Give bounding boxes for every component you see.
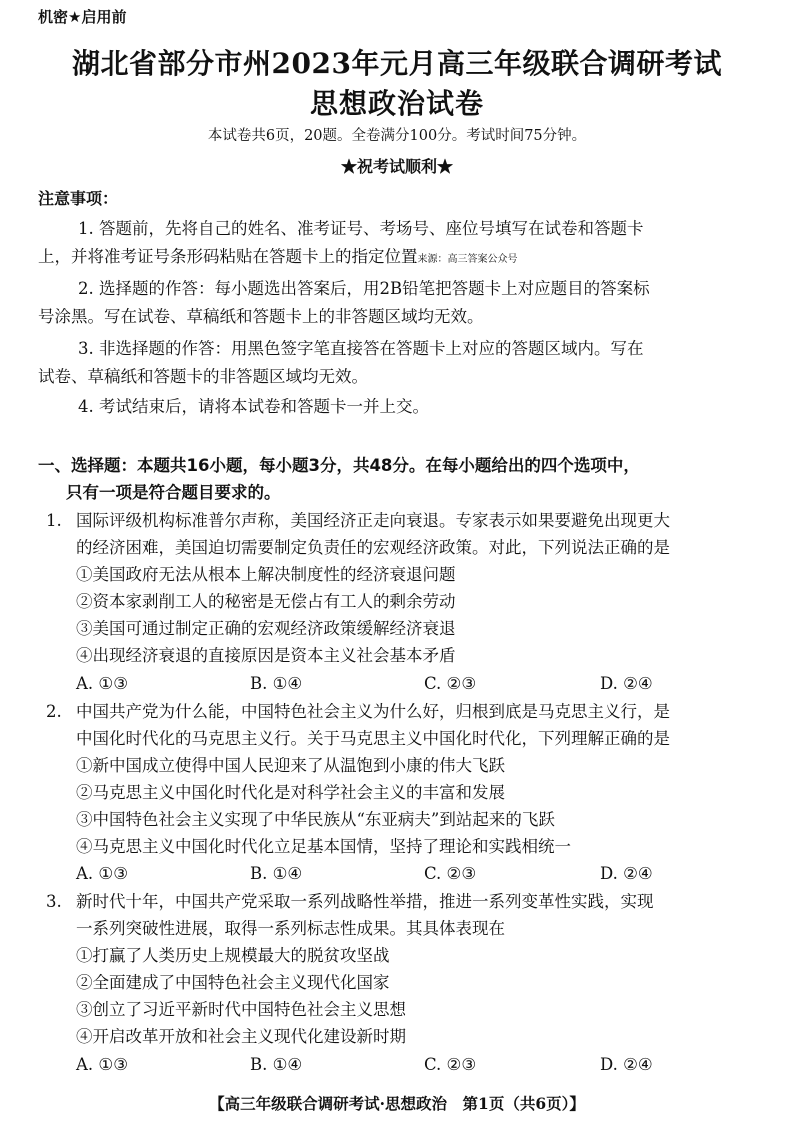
question-item: ①打赢了人类历史上规模最大的脱贫攻坚战: [76, 946, 390, 965]
question-item: ①新中国成立使得中国人民迎来了从温饱到小康的伟大飞跃: [76, 756, 505, 775]
notice-line: 1. 答题前，先将自己的姓名、准考证号、考场号、座位号填写在试卷和答题卡: [78, 219, 644, 238]
answer-option-a[interactable]: A. ①③: [76, 864, 128, 883]
exam-subtitle: 思想政治试卷: [309, 87, 484, 120]
answer-option-d[interactable]: D. ②④: [600, 1055, 653, 1074]
question-item: ②资本家剥削工人的秘密是无偿占有工人的剩余劳动: [76, 592, 456, 611]
answer-option-c[interactable]: C. ②③: [424, 864, 477, 883]
question-item: ④马克思主义中国化时代化立足基本国情，坚持了理论和实践相统一: [76, 837, 571, 856]
question-item: ②马克思主义中国化时代化是对科学社会主义的丰富和发展: [76, 783, 505, 802]
section-heading-cont: 只有一项是符合题目要求的。: [66, 483, 281, 502]
page-footer: 【高三年级联合调研考试·思想政治 第1页（共6页）】: [209, 1094, 585, 1113]
notice-line: 号涂黑。写在试卷、草稿纸和答题卡上的非答题区域均无效。: [38, 307, 484, 326]
question-item: ④出现经济衰退的直接原因是资本主义社会基本矛盾: [76, 646, 456, 665]
question-number: 3.: [46, 892, 62, 911]
answer-option-c[interactable]: C. ②③: [424, 1055, 477, 1074]
exam-title: 湖北省部分市州2023年元月高三年级联合调研考试: [72, 47, 722, 80]
good-luck-line: ★祝考试顺利★: [340, 157, 453, 176]
answer-option-d[interactable]: D. ②④: [600, 864, 653, 883]
exam-info: 本试卷共6页，20题。全卷满分100分。考试时间75分钟。: [207, 128, 587, 144]
question-stem: 新时代十年，中国共产党采取一系列战略性举措，推进一系列变革性实践，实现: [76, 892, 654, 911]
notice-line: 试卷、草稿纸和答题卡的非答题区域均无效。: [38, 367, 368, 386]
answer-option-c[interactable]: C. ②③: [424, 674, 477, 693]
question-number: 2.: [46, 702, 62, 721]
notice-line: [38, 246, 518, 271]
question-number: 1.: [46, 511, 62, 530]
answer-option-b[interactable]: B. ①④: [250, 1055, 303, 1074]
answer-option-a[interactable]: A. ①③: [76, 674, 128, 693]
question-item: ③中国特色社会主义实现了中华民族从“东亚病夫”到站起来的飞跃: [76, 810, 555, 829]
question-stem: 的经济困难，美国迫切需要制定负责任的宏观经济政策。对此，下列说法正确的是: [76, 538, 670, 557]
answer-option-a[interactable]: A. ①③: [76, 1055, 128, 1074]
question-item: ④开启改革开放和社会主义现代化建设新时期: [76, 1027, 406, 1046]
question-stem: 中国共产党为什么能，中国特色社会主义为什么好，归根到底是马克思主义行，是: [76, 702, 670, 721]
notice-heading: 注意事项：: [38, 189, 119, 208]
section-heading: 一、选择题：本题共16小题，每小题3分，共48分。在每小题给出的四个选项中，: [38, 456, 640, 475]
notice-line: 2. 选择题的作答：每小题选出答案后，用2B铅笔把答题卡上对应题目的答案标: [78, 279, 650, 298]
question-item: ③创立了习近平新时代中国特色社会主义思想: [76, 1000, 406, 1019]
confidential-label: 机密★启用前: [38, 8, 127, 26]
question-stem: 国际评级机构标准普尔声称，美国经济正走向衰退。专家表示如果要避免出现更大: [76, 511, 670, 530]
answer-option-d[interactable]: D. ②④: [600, 674, 653, 693]
source-note: 来源：高三答案公众号: [417, 254, 518, 265]
answer-option-b[interactable]: B. ①④: [250, 864, 303, 883]
notice-line-text: 上，并将准考证号条形码粘贴在答题卡上的指定位置: [38, 247, 418, 266]
question-stem: 中国化时代化的马克思主义行。关于马克思主义中国化时代化，下列理解正确的是: [76, 729, 670, 748]
question-item: ②全面建成了中国特色社会主义现代化国家: [76, 973, 390, 992]
question-item: ③美国可通过制定正确的宏观经济政策缓解经济衰退: [76, 619, 456, 638]
question-stem: 一系列突破性进展，取得一系列标志性成果。其具体表现在: [76, 919, 505, 938]
notice-line: 4. 考试结束后，请将本试卷和答题卡一并上交。: [78, 397, 429, 416]
notice-line: 3. 非选择题的作答：用黑色签字笔直接答在答题卡上对应的答题区域内。写在: [78, 339, 644, 358]
answer-option-b[interactable]: B. ①④: [250, 674, 303, 693]
question-item: ①美国政府无法从根本上解决制度性的经济衰退问题: [76, 565, 456, 584]
